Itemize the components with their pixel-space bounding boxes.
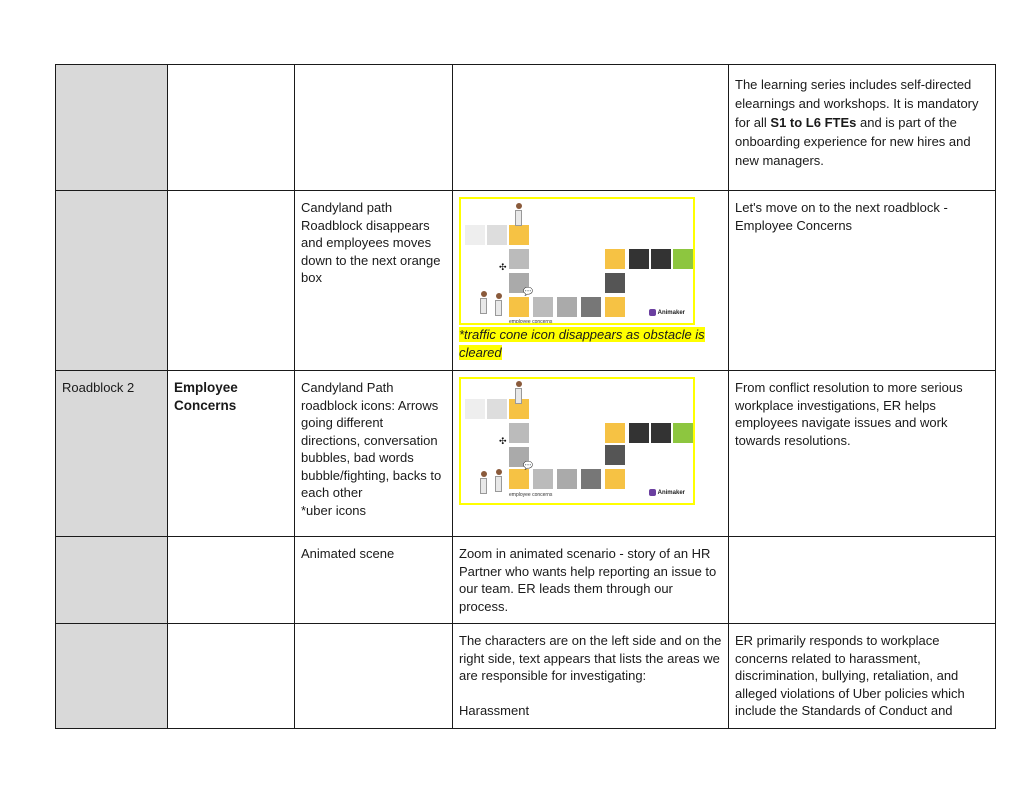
narration-text: and is part of the onboarding experience for new hires and new managers.: [735, 115, 971, 168]
arrows-icon: ✣: [499, 262, 507, 272]
uber-icons-note: *uber icons: [301, 502, 367, 518]
visual-description-cell: [295, 371, 453, 537]
visual-cell: [453, 65, 729, 191]
topic-cell: [168, 624, 295, 729]
topic-cell: Employee Concerns: [168, 371, 295, 537]
visual-description-cell: [295, 624, 453, 729]
speech-bubble-icon: 💬: [523, 287, 533, 296]
visual-caption: *traffic cone icon disappears as obstacle is cleared: [459, 327, 705, 360]
speech-bubble-icon: 💬: [523, 461, 533, 470]
row-label-cell: [56, 191, 168, 371]
tile-label: employee concerns: [509, 319, 553, 325]
area-item: Harassment: [459, 702, 530, 718]
visual-description-cell: Candyland path Roadblock disappears and employees moves down to the next orange box: [295, 191, 453, 371]
visual-description-cell: [295, 65, 453, 191]
storyboard-table: [55, 64, 996, 729]
visual-description-cell: Animated scene: [295, 537, 453, 624]
row-label-cell: [56, 65, 168, 191]
candyland-path-thumbnail: [459, 377, 695, 505]
visual-cell: [453, 624, 729, 729]
topic-cell: [168, 191, 295, 371]
row-label-cell: Roadblock 2: [56, 371, 168, 537]
row-label-cell: [56, 537, 168, 624]
table-row: [56, 371, 996, 537]
scenario-description: The characters are on the left side and on the right side, text appears that lists the areas we are responsible for investigating:: [459, 633, 722, 683]
row-label-cell: [56, 624, 168, 729]
table-row: [56, 624, 996, 729]
narration-cell: Let's move on to the next roadblock - Employee Concerns: [729, 191, 996, 371]
candyland-path-thumbnail: [459, 197, 695, 325]
table-row: [56, 191, 996, 371]
topic-cell: [168, 537, 295, 624]
animaker-logo: Animaker: [649, 309, 685, 317]
arrows-icon: ✣: [499, 436, 507, 446]
narration-cell: ER primarily responds to workplace concerns related to harassment, discrimination, bullying, retaliation, and alleged violations of Uber policies which include the Standards of Conduct and: [729, 624, 996, 729]
table-row: [56, 65, 996, 191]
visual-cell: [453, 191, 729, 371]
visual-cell: [453, 371, 729, 537]
tile-label: employee concerns: [509, 492, 553, 498]
narration-bold-text: S1 to L6 FTEs: [770, 115, 857, 130]
narration-cell: [729, 537, 996, 624]
topic-cell: [168, 65, 295, 191]
table-row: [56, 537, 996, 624]
narration-cell: From conflict resolution to more serious workplace investigations, ER helps employees navigate issues and work towards resolutions.: [729, 371, 996, 537]
narration-cell: [729, 65, 996, 191]
animaker-logo: Animaker: [649, 489, 685, 497]
narration-text: The learning series includes self-directed elearnings and workshops. It is mandatory for all: [735, 77, 979, 130]
visual-cell: Zoom in animated scenario - story of an HR Partner who wants help reporting an issue to our team. ER leads them through our process.: [453, 537, 729, 624]
roadblock-icons-description: Candyland Path roadblock icons: Arrows going different directions, conversation bubbles, bad words bubble/fighting, backs to each other: [301, 380, 442, 500]
